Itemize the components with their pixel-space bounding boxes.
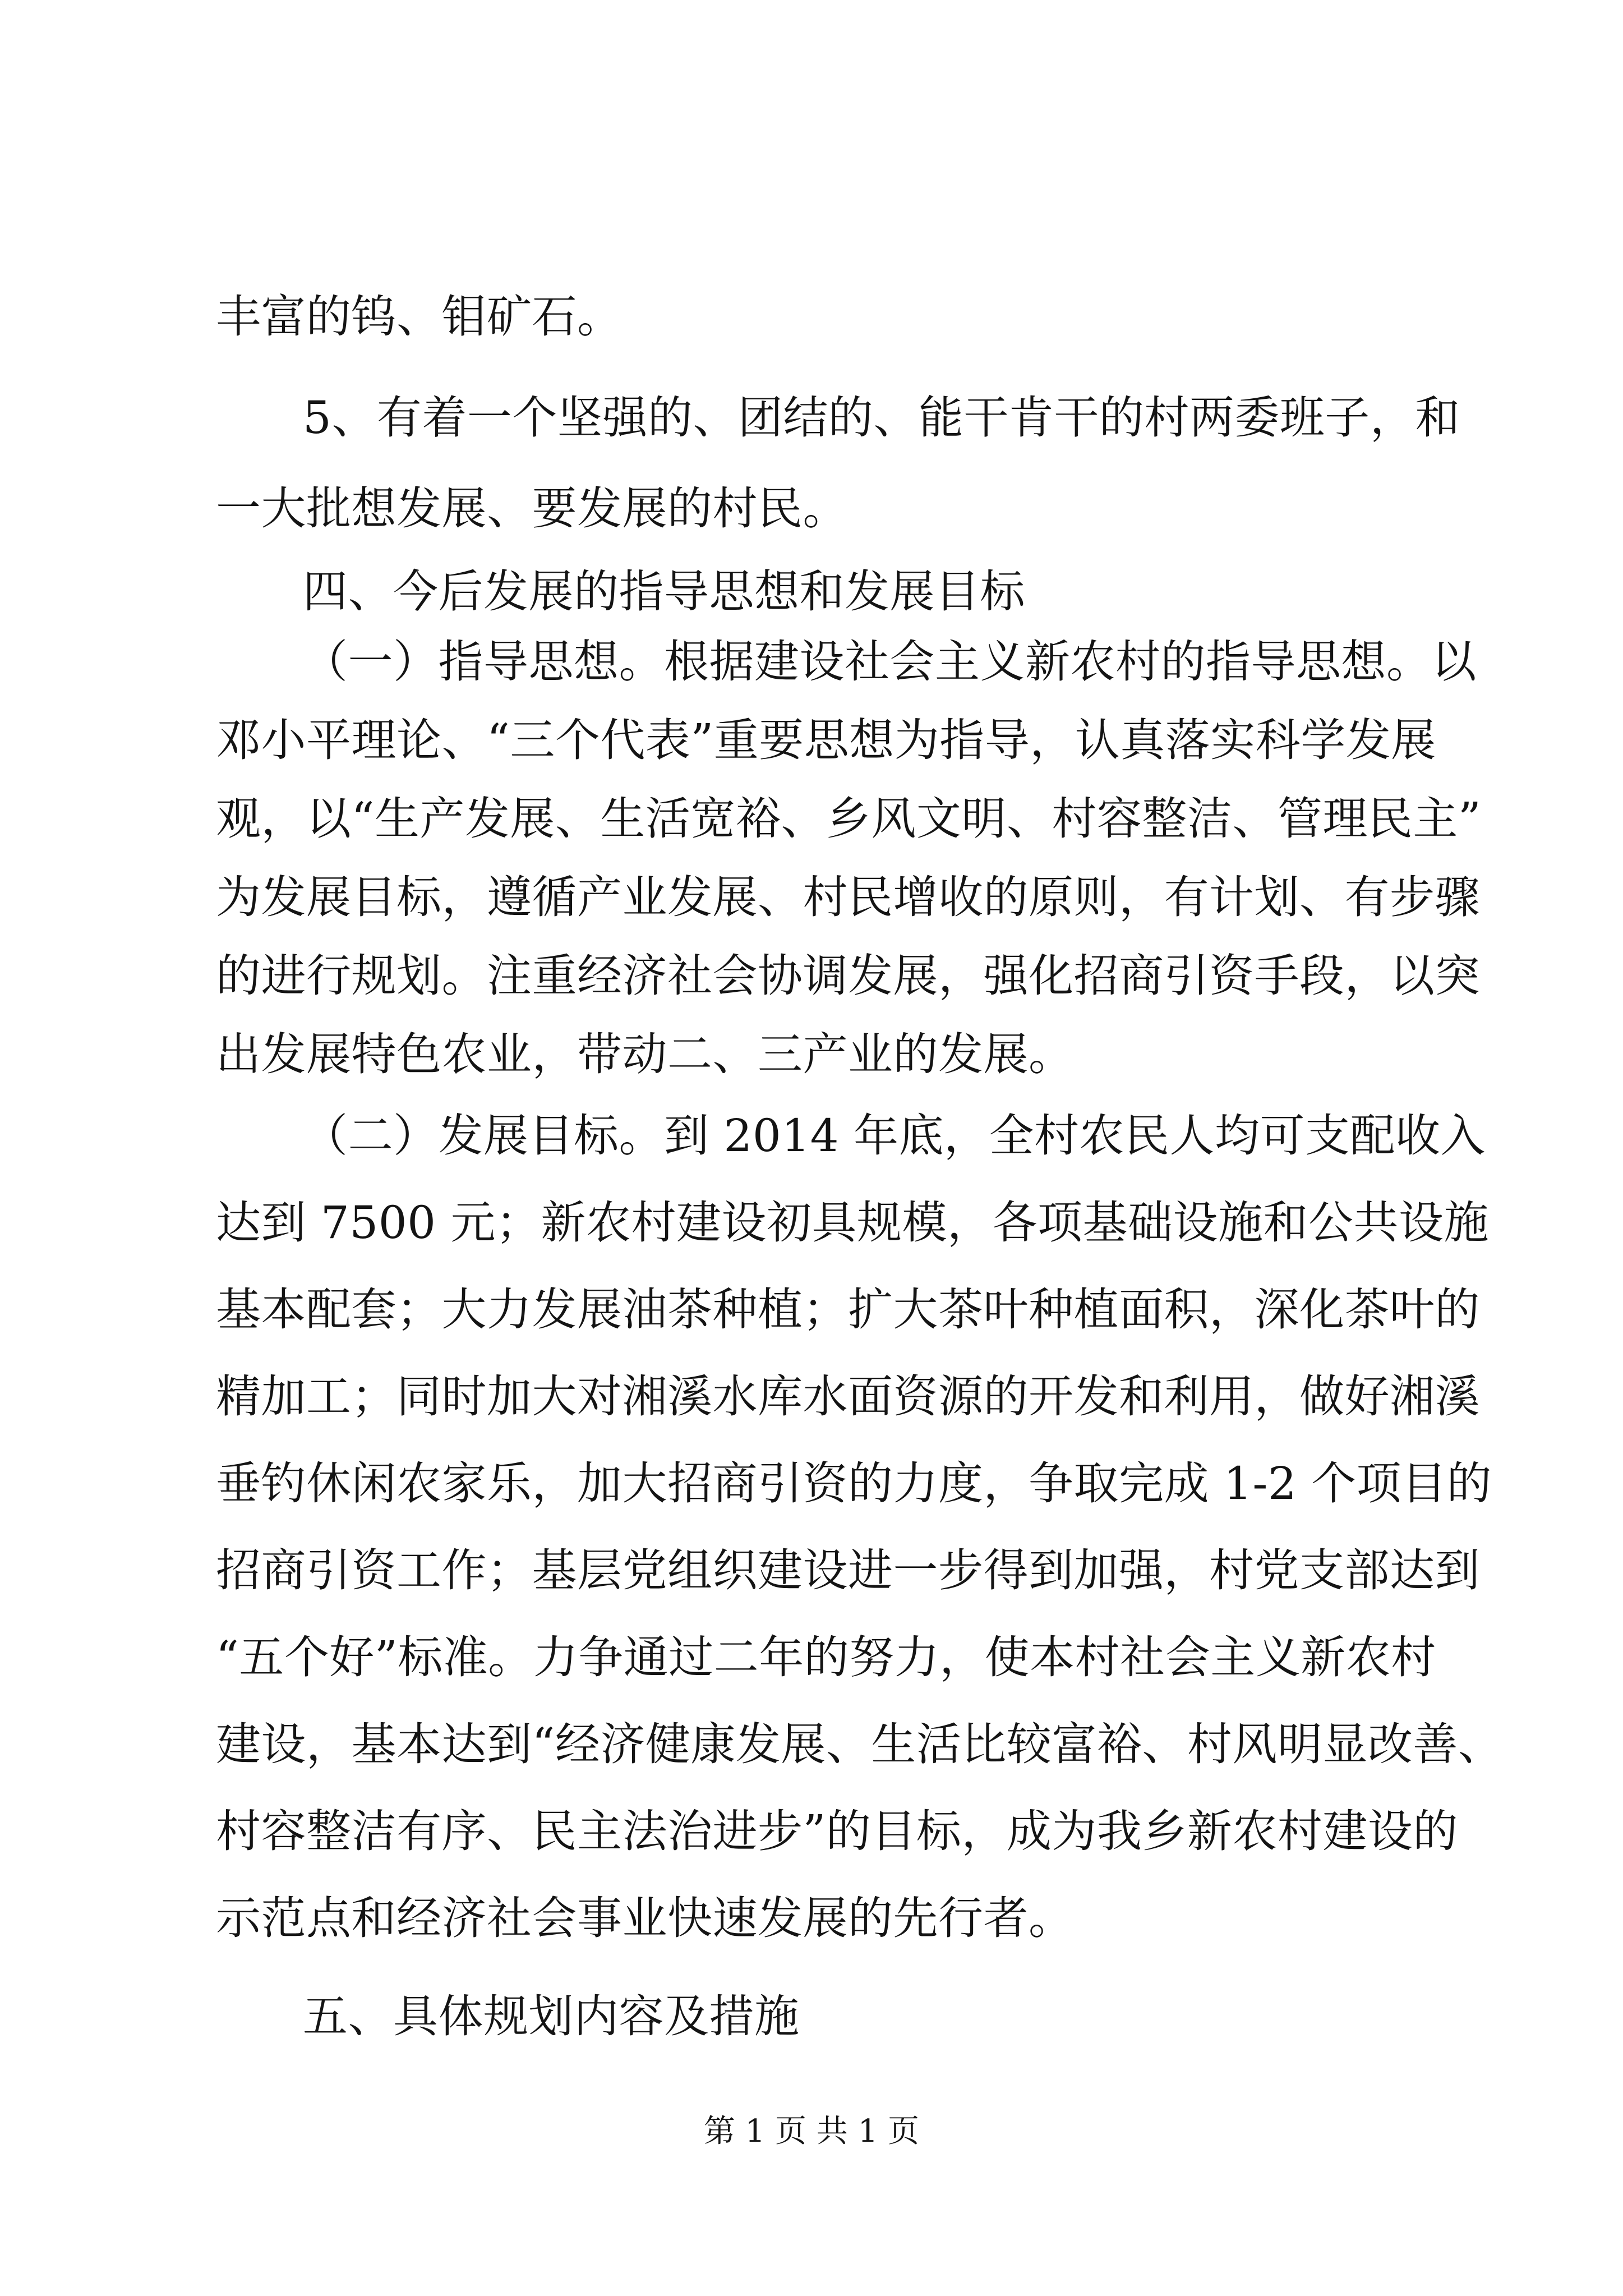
text-line: 基本配套；大力发展油茶种植；扩大茶叶种植面积，深化茶叶的 xyxy=(216,1283,1480,1336)
text-line: 为发展目标，遵循产业发展、村民增收的原则，有计划、有步骤 xyxy=(216,871,1480,923)
section-heading: 五、具体规划内容及措施 xyxy=(303,1990,800,2042)
text-line: （一）指导思想。根据建设社会主义新农村的指导思想。以 xyxy=(303,636,1477,688)
text-line: 一大批想发展、要发展的村民。 xyxy=(216,482,848,535)
text-line: 建设，基本达到“经济健康发展、生活比较富裕、村风明显改善、 xyxy=(216,1718,1504,1770)
text-line: 垂钓休闲农家乐，加大招商引资的力度，争取完成 1-2 个项目的 xyxy=(216,1457,1492,1510)
text-line: 邓小平理论、“三个代表”重要思想为指导，认真落实科学发展 xyxy=(216,714,1436,766)
text-line: 达到 7500 元；新农村建设初具规模，各项基础设施和公共设施 xyxy=(216,1197,1489,1249)
text-line: 村容整洁有序、民主法治进步”的目标，成为我乡新农村建设的 xyxy=(216,1805,1458,1857)
text-line: 招商引资工作；基层党组织建设进一步得到加强，村党支部达到 xyxy=(216,1544,1480,1596)
text-line: 精加工；同时加大对湘溪水库水面资源的开发和利用，做好湘溪 xyxy=(216,1370,1480,1423)
text-line: （二）发展目标。到 2014 年底，全村农民人均可支配收入 xyxy=(303,1110,1486,1162)
text-line: 丰富的钨、钼矿石。 xyxy=(216,291,623,343)
text-line: 的进行规划。注重经济社会协调发展，强化招商引资手段，以突 xyxy=(216,950,1480,1002)
text-line: 观，以“生产发展、生活宽裕、乡风文明、村容整洁、管理民主” xyxy=(216,793,1482,845)
text-line: “五个好”标准。力争通过二年的努力，使本村社会主义新农村 xyxy=(216,1631,1436,1683)
section-heading: 四、今后发展的指导思想和发展目标 xyxy=(303,565,1025,618)
text-line: 5、有着一个坚强的、团结的、能干肯干的村两委班子，和 xyxy=(303,392,1460,444)
page-footer: 第 1 页 共 1 页 xyxy=(703,2113,920,2150)
text-line: 示范点和经济社会事业快速发展的先行者。 xyxy=(216,1892,1074,1944)
text-line: 出发展特色农业，带动二、三产业的发展。 xyxy=(216,1028,1074,1080)
